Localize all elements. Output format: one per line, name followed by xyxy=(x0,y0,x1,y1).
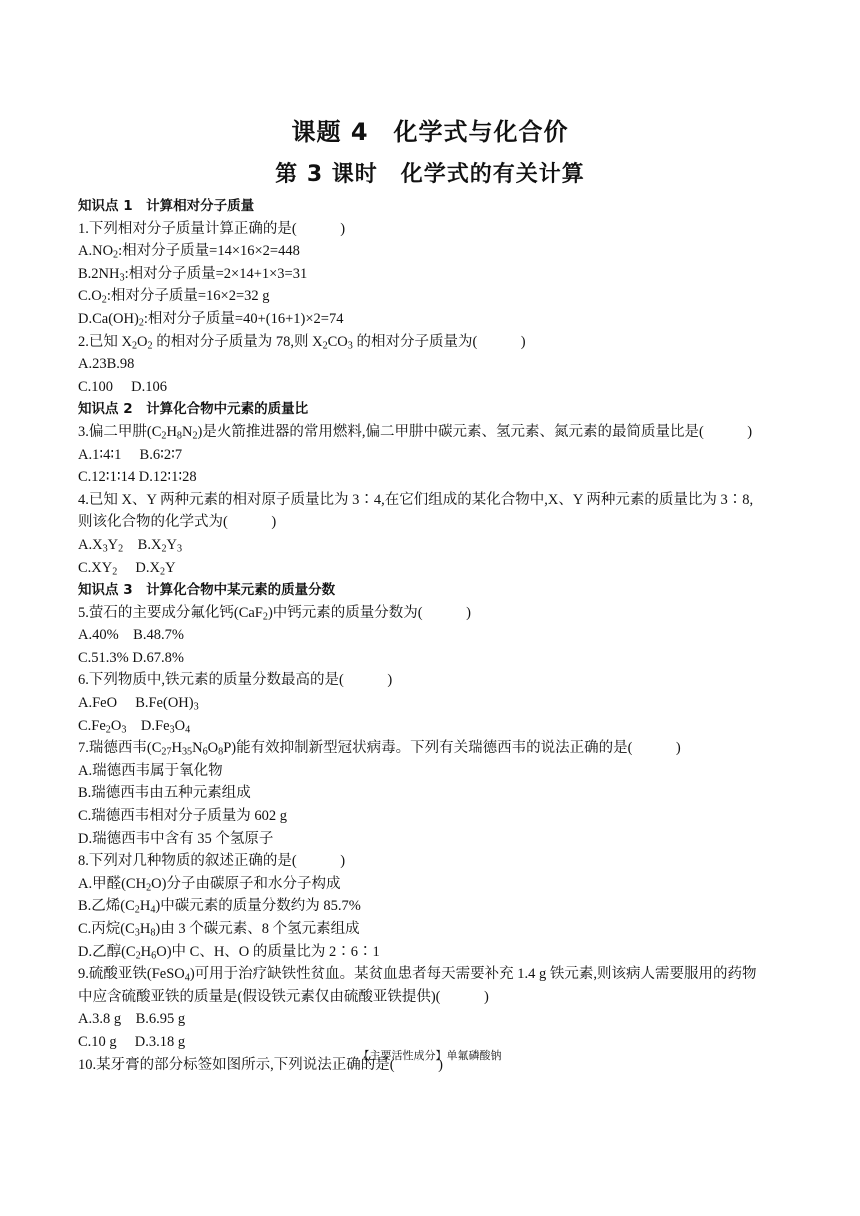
text-line: 4.已知 X、Y 两种元素的相对原子质量比为 3∶4,在它们组成的某化合物中,X、Y 两种元素的质量比为 3∶8, xyxy=(78,491,754,508)
text-line: 7.瑞德西韦$(C_{27}H_{35}N_6O_8P)$能有效抑制新型冠状病毒。下列有关瑞德西韦的说法正确的是( ) xyxy=(78,740,681,758)
text-line: 1.下列相对分子质量计算正确的是( ) xyxy=(78,220,346,237)
text-line: A.甲醛$(CH_2O)$分子由碳原子和水分子构成 xyxy=(78,875,341,894)
text-line: 10.某牙膏的部分标签如图所示,下列说法正确的是( ) xyxy=(78,1056,443,1073)
text-line: C.51.3% D.67.8% xyxy=(78,649,184,666)
text-line: B.瑞德西韦由五种元素组成 xyxy=(78,785,251,802)
knowledge-point-heading: 知识点 1 计算相对分子质量 xyxy=(78,198,255,214)
text-line: 中应含硫酸亚铁的质量是(假设铁元素仅由硫酸亚铁提供)( ) xyxy=(78,988,489,1005)
text-line: A.瑞德西韦属于氧化物 xyxy=(78,762,223,779)
text-line: B.乙烯$(C_2H_4)$中碳元素的质量分数约为 85.7% xyxy=(78,898,361,916)
text-line: 则该化合物的化学式为( ) xyxy=(78,514,277,531)
text-line: C.10 g D.3.18 g xyxy=(78,1033,186,1050)
knowledge-point-heading: 知识点 2 计算化合物中元素的质量比 xyxy=(78,401,309,418)
knowledge-point-heading: 知识点 3 计算化合物中某元素的质量分数 xyxy=(78,582,336,599)
text-line: D.乙醇$(C_2H_6O)$中 C、H、O 的质量比为 2∶6∶1 xyxy=(78,943,380,962)
document-body xyxy=(78,195,790,1076)
text-line: C.100 D.106 xyxy=(78,378,168,395)
text-line: A.1∶4∶1 B.6∶2∶7 xyxy=(78,446,183,463)
text-line: $A.X_3Y_2$ $B.X_2Y_3$ xyxy=(78,536,183,555)
text-line: 8.下列对几种物质的叙述正确的是( ) xyxy=(78,853,346,870)
text-line: A.23B.98 xyxy=(78,356,135,373)
text-line: 6.下列物质中,铁元素的质量分数最高的是( ) xyxy=(78,672,393,689)
toothpaste-label-text: 【主要活性成分】单氟磷酸钠 xyxy=(358,1049,502,1062)
text-line: 3.偏二甲肼$(C_2H_8N_2)$是火箭推进器的常用燃料,偏二甲肼中碳元素、氢元素、氮元素的最简质量比是( ) xyxy=(78,423,753,442)
text-line: $C.Fe_2O_3$ $D.Fe_3O_4$ xyxy=(78,717,191,736)
text-line: $D.Ca(OH)_2$:相对分子质量=40+(16+1)×2=74 xyxy=(78,310,344,329)
text-line: A.40% B.48.7% xyxy=(78,627,184,644)
text-line: C.丙烷$(C_3H_8)$由 3 个碳元素、8 个氢元素组成 xyxy=(78,921,360,939)
text-line: C.瑞德西韦相对分子质量为 602 g xyxy=(78,808,288,825)
page-subtitle: 第 3 课时 化学式的有关计算 xyxy=(275,162,585,187)
text-line: $C.O_2$:相对分子质量=16×2=32 g xyxy=(78,288,270,306)
text-line: 2.已知 $X_2O_2$ 的相对分子质量为 78,则 $X_2CO_3$ 的相对分子质量为( ) xyxy=(78,333,526,352)
text-line: $A.NO_2$:相对分子质量=14×16×2=448 xyxy=(78,243,300,261)
text-line: 9.硫酸亚铁(FeSO$_4$)可用于治疗缺铁性贫血。某贫血患者每天需要补充 1.4 g 铁元素,则该病人需要服用的药物 xyxy=(78,966,757,984)
text-line: 5.萤石的主要成分氟化钙(CaF$_2$)中钙元素的质量分数为( ) xyxy=(78,604,471,623)
text-line: A.FeO $B.Fe(OH)_3$ xyxy=(78,695,199,713)
page-title: 课题 4 化学式与化合价 xyxy=(291,118,569,146)
text-line: $B.2NH_3$:相对分子质量=2×14+1×3=31 xyxy=(78,265,308,284)
text-line: C.12∶1∶14 D.12∶1∶28 xyxy=(78,469,197,486)
text-line: D.瑞德西韦中含有 35 个氢原子 xyxy=(78,830,274,847)
text-line: A.3.8 g B.6.95 g xyxy=(78,1011,186,1028)
text-line: $C.XY_2$ $D.X_2Y$ xyxy=(78,559,176,578)
